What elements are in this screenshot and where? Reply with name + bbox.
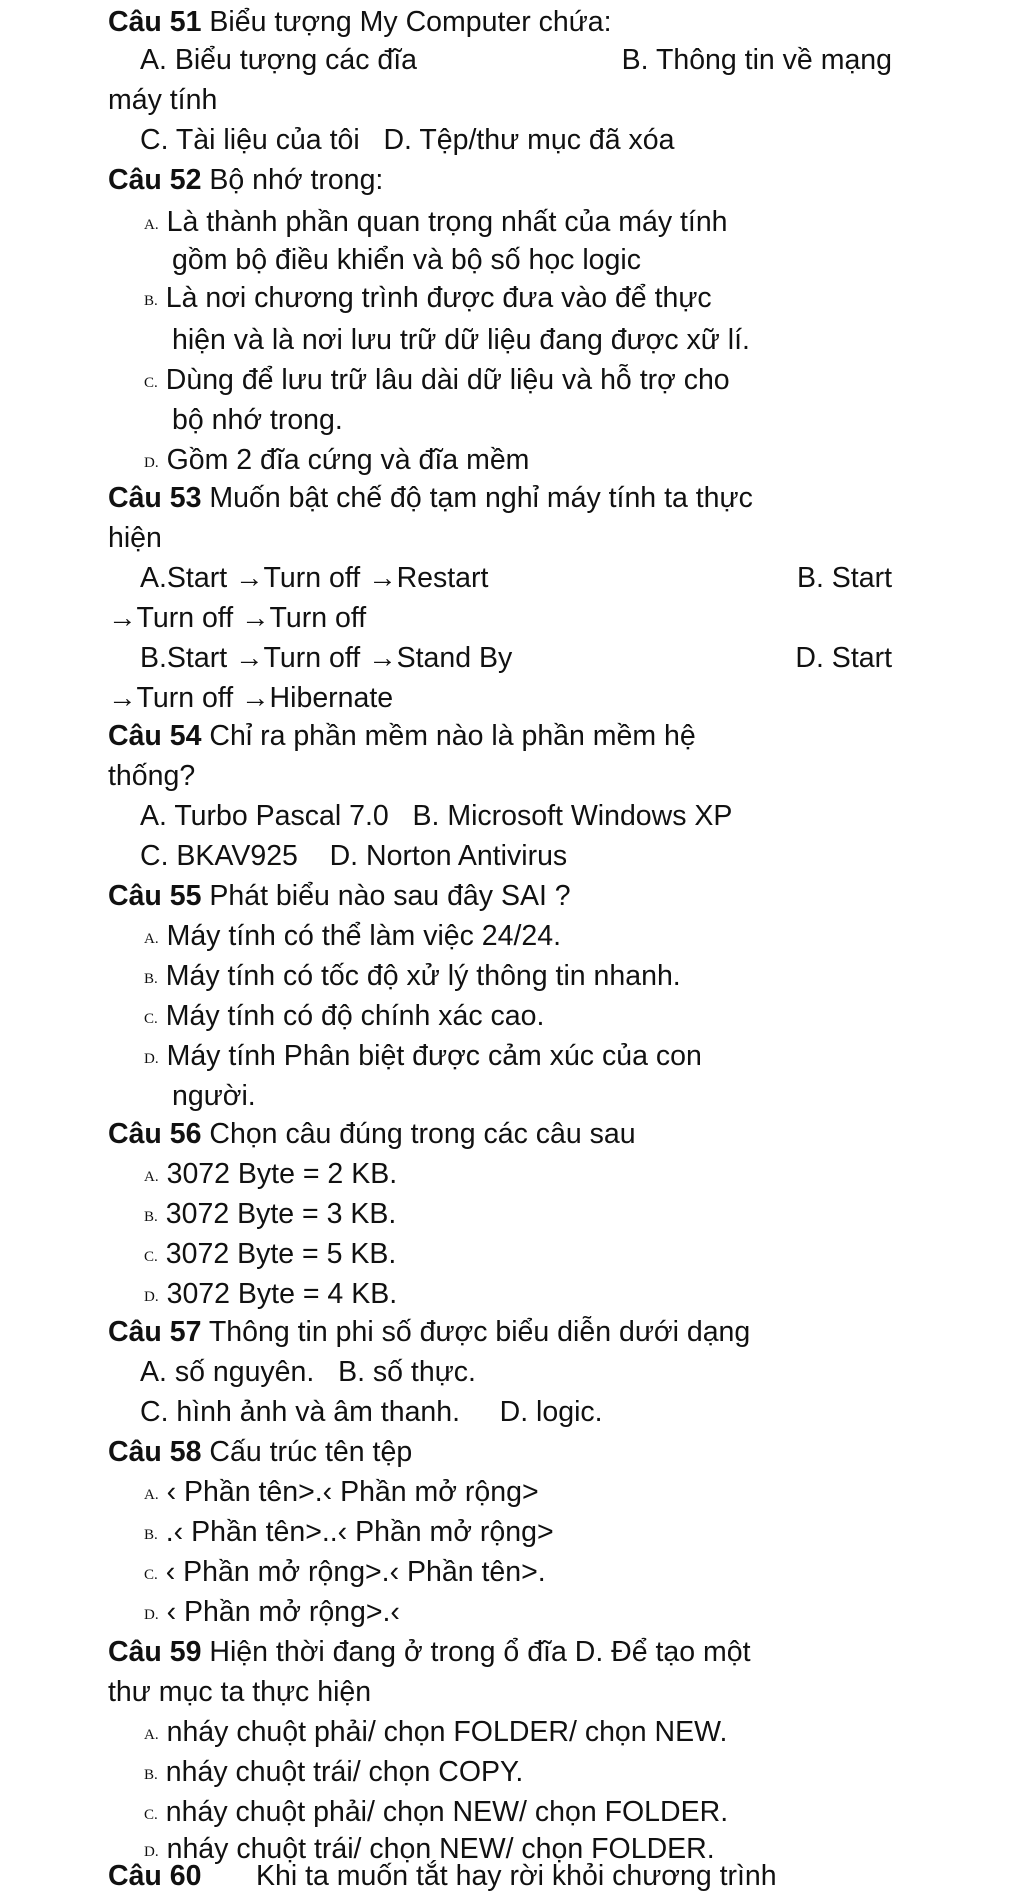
question-52-prompt: Câu 52 Bộ nhớ trong: [108, 164, 384, 196]
option-a: A. Biểu tượng các đĩa [140, 44, 417, 76]
question-52-option-b: B. Là nơi chương trình được đưa vào để thực [144, 282, 712, 314]
option-letter: A. [144, 217, 159, 233]
option-b-continuation: máy tính [108, 84, 218, 116]
option-letter: A. [144, 931, 159, 947]
option-d: D. Start [795, 642, 892, 674]
question-57-prompt: Câu 57 Thông tin phi số được biểu diễn dưới dạng [108, 1316, 751, 1348]
question-57-options-cd [140, 1394, 603, 1430]
question-51-options-ab [140, 42, 892, 78]
question-57-options-ab [140, 1354, 476, 1390]
question-59-option-a: A. nháy chuột phải/ chọn FOLDER/ chọn NEW. [144, 1716, 728, 1748]
question-56-option-d: D. 3072 Byte = 4 KB. [144, 1278, 398, 1310]
question-56-option-b: B. 3072 Byte = 3 KB. [144, 1198, 397, 1230]
question-number: Câu 60 [108, 1860, 202, 1892]
option-letter: A. [144, 1487, 159, 1503]
option-b: B. Thông tin về mạng [621, 44, 892, 76]
option-letter: D. [144, 1607, 159, 1623]
question-55-prompt: Câu 55 Phát biểu nào sau đây SAI ? [108, 880, 571, 912]
question-55-option-b: B. Máy tính có tốc độ xử lý thông tin nhanh. [144, 960, 681, 992]
option-d: D. logic. [499, 1396, 603, 1428]
question-60-cutoff [108, 1858, 868, 1892]
option-letter: C. [144, 375, 158, 391]
question-56-prompt: Câu 56 Chọn câu đúng trong các câu sau [108, 1118, 636, 1150]
question-number: Câu 57 [108, 1316, 202, 1348]
question-53-prompt: Câu 53 Muốn bật chế độ tạm nghỉ máy tính ta thực [108, 482, 753, 514]
option-c: B.Start →Turn off →Stand By [140, 642, 513, 674]
question-53-prompt-continuation: hiện [108, 522, 162, 554]
option-c-continuation: bộ nhớ trong. [172, 404, 343, 436]
option-b: B. Start [796, 562, 892, 594]
option-letter: C. [144, 1807, 158, 1823]
question-number: Câu 55 [108, 880, 202, 912]
option-c: C. Tài liệu của tôi [140, 124, 360, 156]
question-53-options-cd [140, 640, 892, 676]
option-letter: D. [144, 1289, 159, 1305]
question-number: Câu 53 [108, 482, 202, 514]
option-letter: B. [144, 971, 158, 987]
question-54-prompt: Câu 54 Chỉ ra phần mềm nào là phần mềm hệ [108, 720, 696, 752]
question-number: Câu 56 [108, 1118, 202, 1150]
question-59-option-b: B. nháy chuột trái/ chọn COPY. [144, 1756, 524, 1788]
option-letter: C. [144, 1567, 158, 1583]
option-d-continuation: người. [172, 1080, 256, 1112]
option-c: C. BKAV925 [140, 840, 298, 872]
question-58-prompt: Câu 58 Cấu trúc tên tệp [108, 1436, 413, 1468]
question-55-option-d: D. Máy tính Phân biệt được cảm xúc của con [144, 1040, 702, 1072]
option-a-continuation: gồm bộ điều khiển và bộ số học logic [172, 244, 641, 276]
question-59-prompt: Câu 59 Hiện thời đang ở trong ổ đĩa D. Để tạo một [108, 1636, 751, 1668]
question-59-option-d: D. nháy chuột trái/ chọn NEW/ chọn FOLDER. [144, 1833, 715, 1865]
option-letter: A. [144, 1727, 159, 1743]
option-letter: C. [144, 1011, 158, 1027]
option-letter: B. [144, 293, 158, 309]
option-letter: B. [144, 1527, 158, 1543]
question-number: Câu 54 [108, 720, 202, 752]
option-letter: B. [144, 1767, 158, 1783]
option-letter: C. [144, 1249, 158, 1265]
question-58-option-c: C. ‹ Phần mở rộng>.‹ Phần tên>. [144, 1556, 546, 1588]
option-letter: D. [144, 455, 159, 471]
option-b-continuation: hiện và là nơi lưu trữ dữ liệu đang được xữ lí. [172, 324, 750, 356]
option-d-continuation: →Turn off →Hibernate [108, 682, 394, 714]
question-number: Câu 52 [108, 164, 202, 196]
option-a: A. Turbo Pascal 7.0 [140, 800, 389, 832]
question-54-options-ab [140, 798, 732, 834]
question-52-option-d: D. Gồm 2 đĩa cứng và đĩa mềm [144, 444, 530, 476]
option-d: D. Tệp/thư mục đã xóa [383, 124, 675, 156]
option-b: B. số thực. [338, 1356, 476, 1388]
option-letter: B. [144, 1209, 158, 1225]
question-55-option-a: A. Máy tính có thể làm việc 24/24. [144, 920, 562, 952]
question-58-option-d: D. ‹ Phần mở rộng>.‹ [144, 1596, 400, 1628]
question-60-text: Khi ta muốn tắt hay rời khỏi chương trình [256, 1860, 777, 1892]
option-letter: A. [144, 1169, 159, 1185]
question-51-options-cd [140, 122, 674, 158]
question-51-prompt: Câu 51 Biểu tượng My Computer chứa: [108, 6, 612, 38]
question-59-option-c: C. nháy chuột phải/ chọn NEW/ chọn FOLDER. [144, 1796, 729, 1828]
question-number: Câu 59 [108, 1636, 202, 1668]
question-54-prompt-continuation: thống? [108, 760, 196, 792]
question-52-option-c: C. Dùng để lưu trữ lâu dài dữ liệu và hỗ trợ cho [144, 364, 730, 396]
option-b: B. Microsoft Windows XP [412, 800, 733, 832]
question-58-option-b: B. .‹ Phần tên>..‹ Phần mở rộng> [144, 1516, 554, 1548]
question-number: Câu 58 [108, 1436, 202, 1468]
option-letter: D. [144, 1844, 159, 1860]
question-55-option-c: C. Máy tính có độ chính xác cao. [144, 1000, 545, 1032]
question-53-options-ab [140, 560, 892, 596]
option-a: A.Start →Turn off →Restart [140, 562, 489, 594]
question-58-option-a: A. ‹ Phần tên>.‹ Phần mở rộng> [144, 1476, 539, 1508]
option-letter: D. [144, 1051, 159, 1067]
question-56-option-c: C. 3072 Byte = 5 KB. [144, 1238, 397, 1270]
question-number: Câu 51 [108, 6, 202, 38]
question-54-options-cd [140, 838, 567, 874]
option-a: A. số nguyên. [140, 1356, 315, 1388]
option-c: C. hình ảnh và âm thanh. [140, 1396, 461, 1428]
option-d: D. Norton Antivirus [329, 840, 568, 872]
option-b-continuation: →Turn off →Turn off [108, 602, 367, 634]
question-56-option-a: A. 3072 Byte = 2 KB. [144, 1158, 398, 1190]
question-59-prompt-continuation: thư mục ta thực hiện [108, 1676, 372, 1708]
question-52-option-a: A. Là thành phần quan trọng nhất của máy tính [144, 206, 728, 238]
